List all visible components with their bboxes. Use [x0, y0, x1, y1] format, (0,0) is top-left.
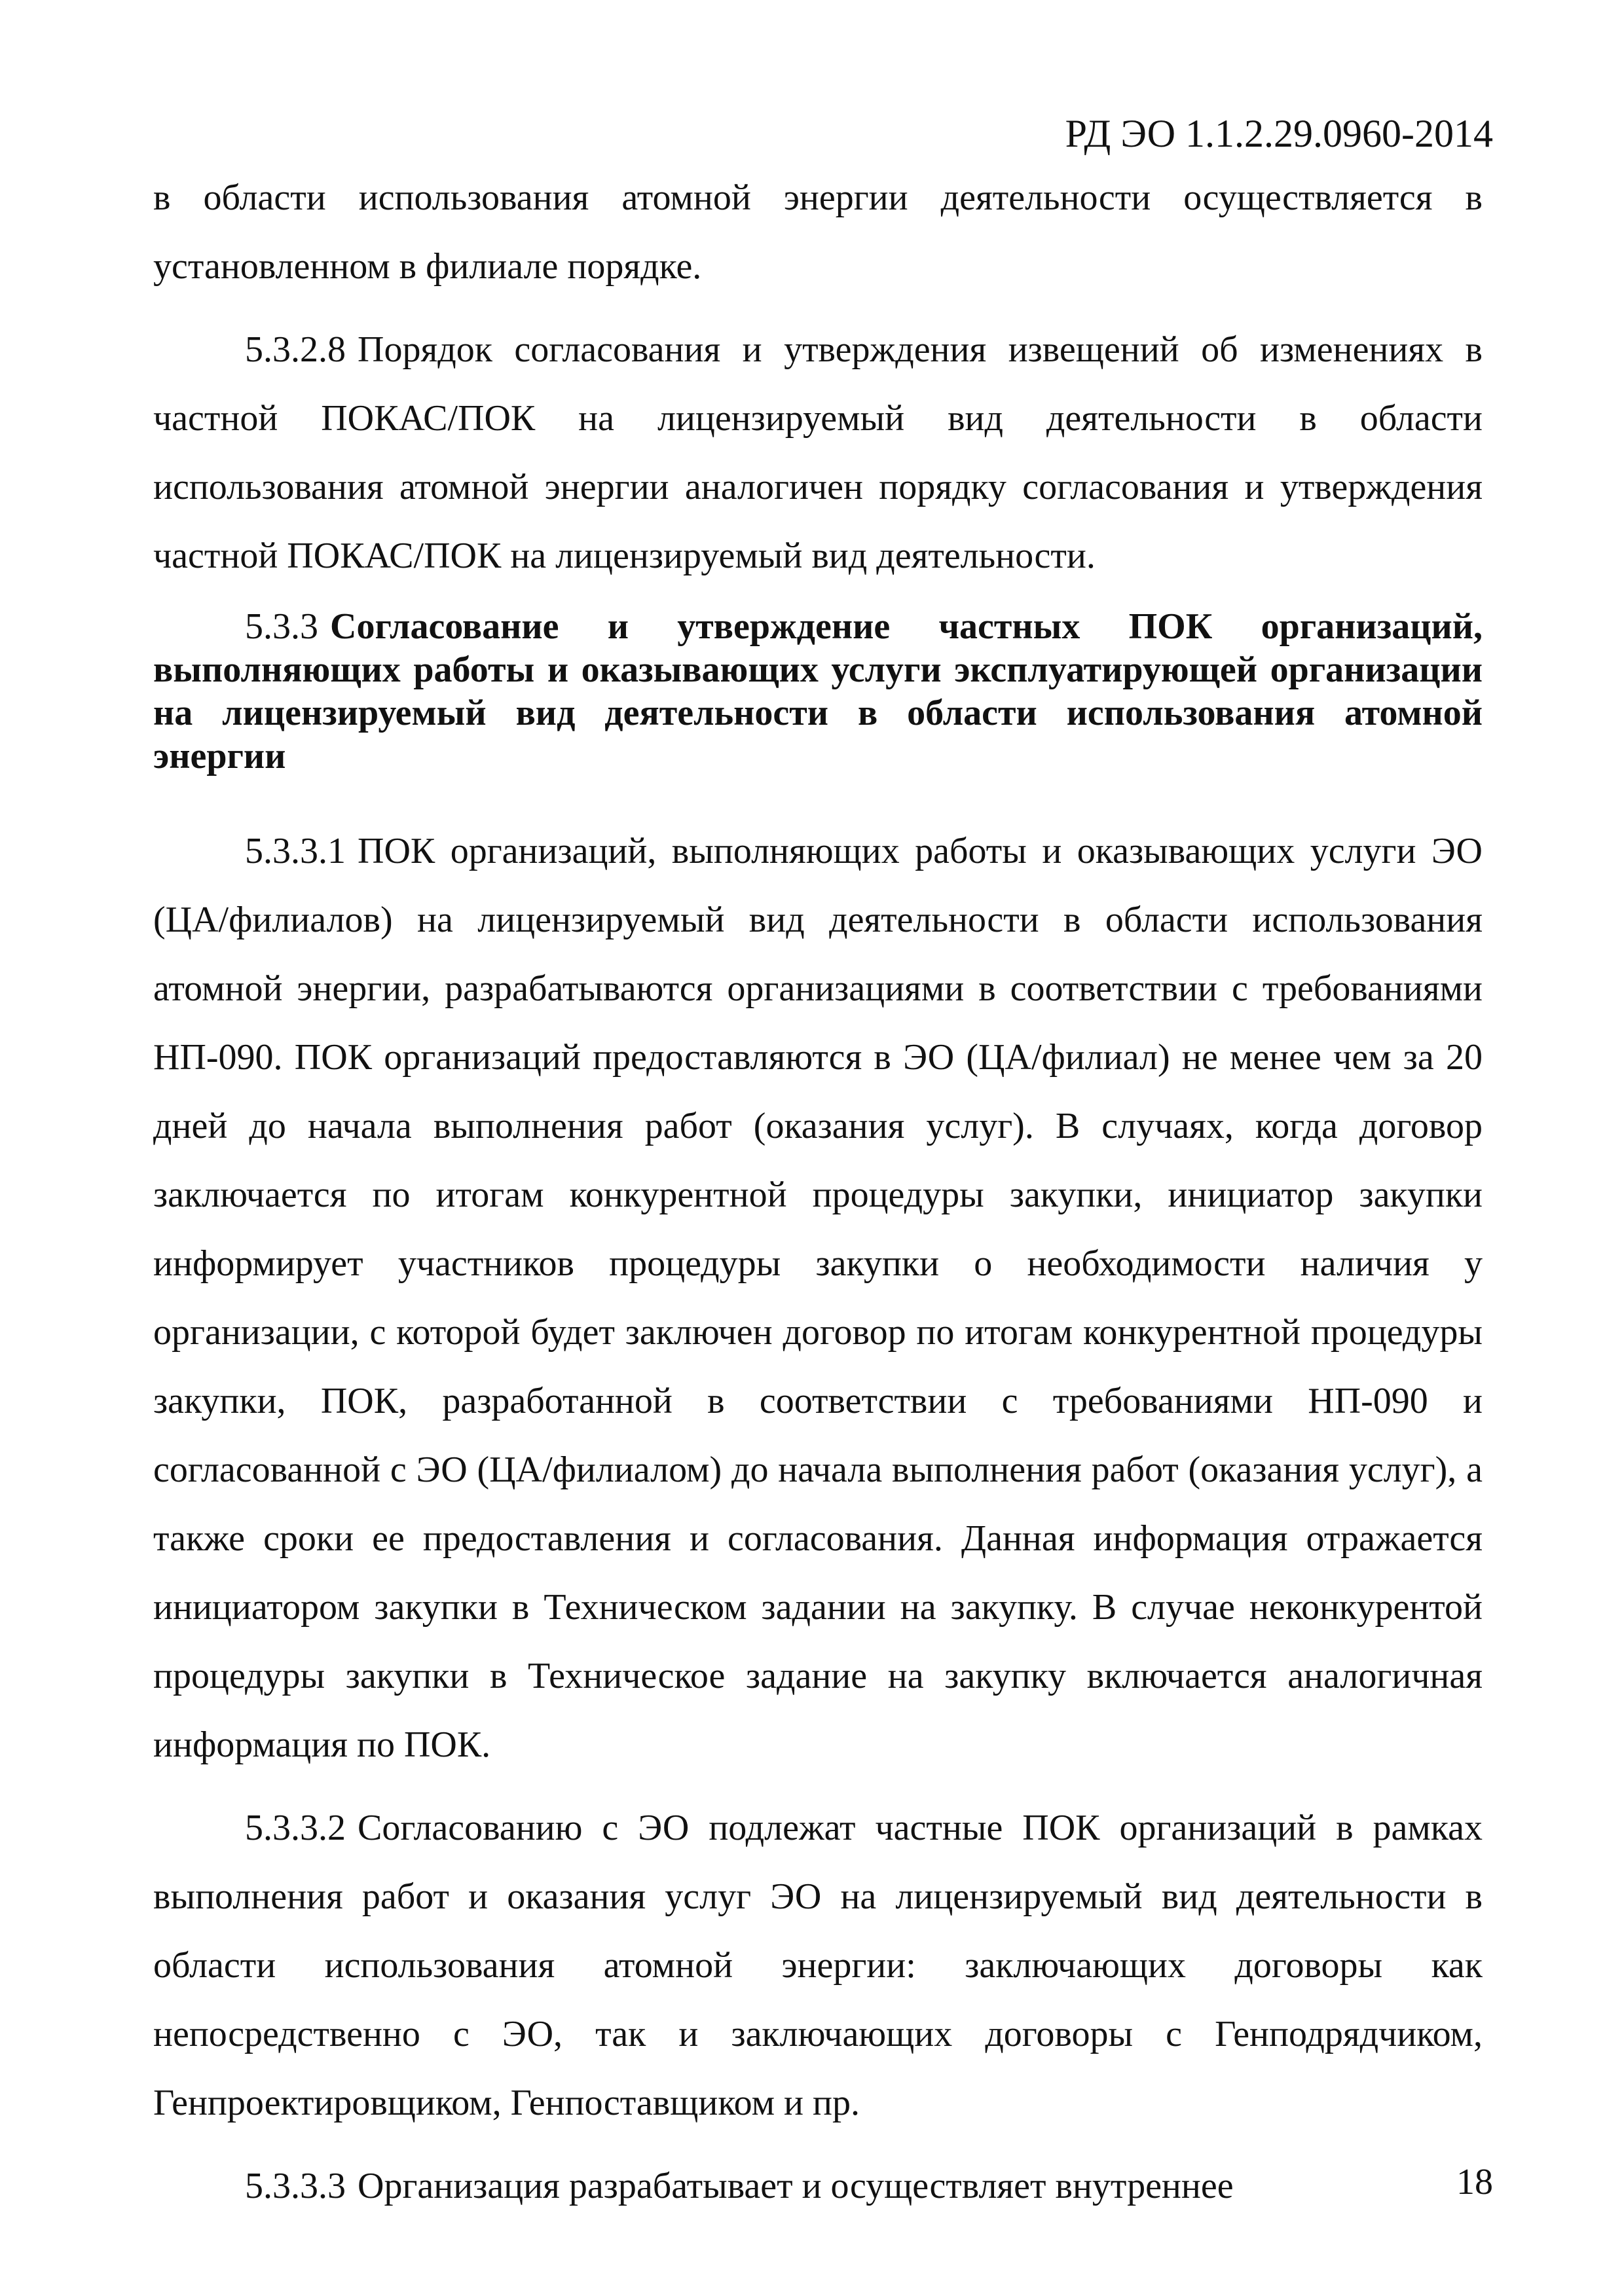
page-number: 18 [1456, 2162, 1493, 2202]
clause-number: 5.3.3.2 [245, 1808, 346, 1848]
paragraph-continuation [153, 164, 1483, 301]
clause-number: 5.3.3.1 [245, 831, 346, 871]
paragraph-text: Организация разрабатывает и осуществляет внутреннее [358, 2166, 1234, 2206]
section-title: Согласование и утверждение частных ПОК организаций, выполняющих работы и оказывающих услуги эксплуатирующей организации на лицензируемый вид деятельности в области использования атомной энергии [153, 606, 1483, 776]
paragraph-text: в области использования атомной энергии деятельности осуществляется в установленном в филиале порядке. [153, 177, 1483, 287]
paragraph-5-3-2-8 [153, 316, 1483, 591]
paragraph-text: Согласованию с ЭО подлежат частные ПОК организаций в рамках выполнения работ и оказания услуг ЭО на лицензируемый вид деятельности в области использования атомной энергии: заключающих договоры как непосредственно с ЭО, так и заключающих договоры с Генподрядчиком, Генпроектировщиком, Генпоставщиком и пр. [153, 1808, 1483, 2123]
document-body [153, 164, 1483, 2221]
paragraph-text: Порядок согласования и утверждения извещений об изменениях в частной ПОКАС/ПОК на лицензируемый вид деятельности в области использования атомной энергии аналогичен порядку согласования и утверждения частной ПОКАС/ПОК на лицензируемый вид деятельности. [153, 329, 1483, 576]
clause-number: 5.3.2.8 [245, 329, 346, 370]
clause-number: 5.3.3.3 [245, 2166, 346, 2206]
document-code: РД ЭО 1.1.2.29.0960-2014 [1065, 112, 1493, 155]
paragraph-5-3-3-3 [153, 2152, 1483, 2221]
paragraph-text: ПОК организаций, выполняющих работы и оказывающих услуги ЭО (ЦА/филиалов) на лицензируемый вид деятельности в области использования атомной энергии, разрабатываются организациями в соответствии с требованиями НП-090. ПОК организаций предоставляются в ЭО (ЦА/филиал) не менее чем за 20 дней до начала выполнения работ (оказания услуг). В случаях, когда договор заключается по итогам конкурентной процедуры закупки, инициатор закупки информирует участников процедуры закупки о необходимости наличия у организации, с которой будет заключен договор по итогам конкурентной процедуры закупки, ПОК, разработанной в соответствии с требованиями НП-090 и согласованной с ЭО (ЦА/филиалом) до начала выполнения работ (оказания услуг), а также сроки ее предоставления и согласования. Данная информация отражается инициатором закупки в Техническом задании на закупку. В случае неконкурентой процедуры закупки в Техническое задание на закупку включается аналогичная информация по ПОК. [153, 831, 1483, 1765]
paragraph-5-3-3-1 [153, 817, 1483, 1779]
section-heading-5-3-3 [153, 605, 1483, 778]
section-number: 5.3.3 [245, 606, 318, 647]
paragraph-5-3-3-2 [153, 1794, 1483, 2138]
